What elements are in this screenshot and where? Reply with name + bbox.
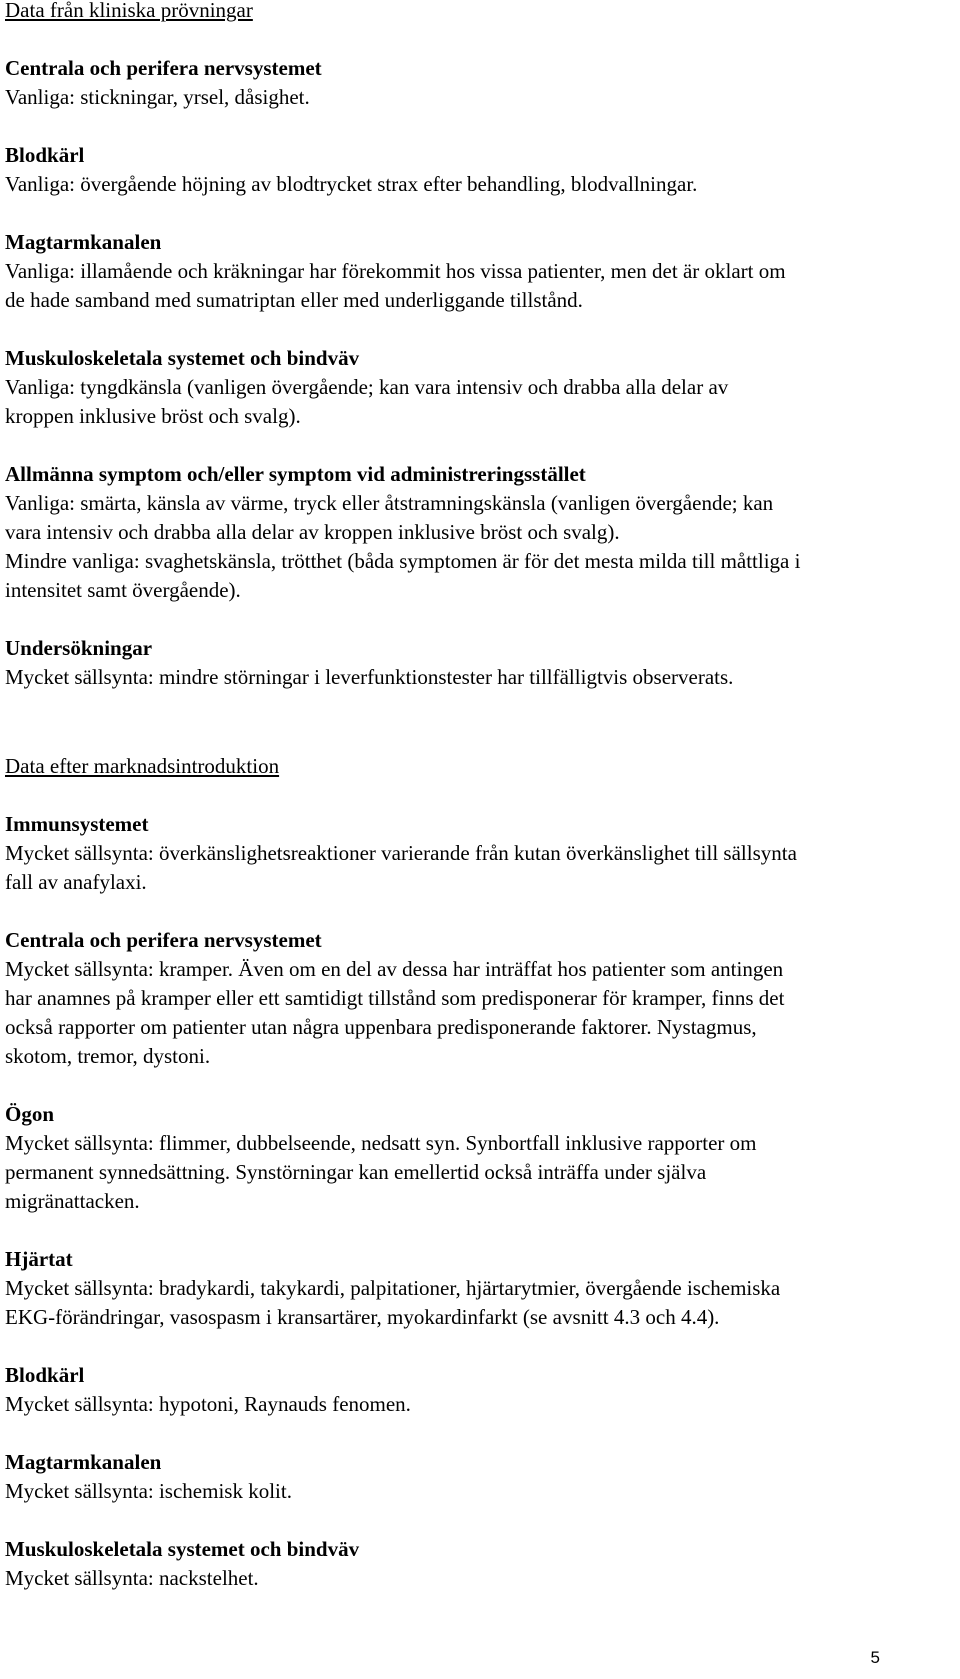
block-line: Vanliga: övergående höjning av blodtrycket strax efter behandling, blodvallningar. bbox=[5, 172, 698, 196]
block-heading: Undersökningar bbox=[5, 636, 153, 660]
block-heading: Ögon bbox=[5, 1102, 55, 1126]
section-title-clinical-trials: Data från kliniska prövningar bbox=[5, 0, 253, 22]
section-title-post-marketing: Data efter marknadsintroduktion bbox=[5, 754, 280, 778]
block-general-symptoms bbox=[5, 460, 945, 605]
block-line: Vanliga: stickningar, yrsel, dåsighet. bbox=[5, 85, 310, 109]
block-heading: Blodkärl bbox=[5, 143, 85, 167]
block-line: Mycket sällsynta: ischemisk kolit. bbox=[5, 1479, 292, 1503]
block-investigations bbox=[5, 634, 945, 692]
block-line: Mycket sällsynta: nackstelhet. bbox=[5, 1566, 259, 1590]
block-heading: Muskuloskeletala systemet och bindväv bbox=[5, 1537, 360, 1561]
block-heading: Centrala och perifera nervsystemet bbox=[5, 928, 322, 952]
block-heading: Magtarmkanalen bbox=[5, 230, 162, 254]
page-number: 5 bbox=[870, 1648, 880, 1667]
block-line: Mycket sällsynta: överkänslighetsreaktioner varierande från kutan överkänslighet till sällsynta bbox=[5, 841, 797, 865]
block-line: kroppen inklusive bröst och svalg). bbox=[5, 404, 301, 428]
block-heart bbox=[5, 1245, 945, 1332]
block-line: EKG-förändringar, vasospasm i kransartärer, myokardinfarkt (se avsnitt 4.3 och 4.4). bbox=[5, 1305, 720, 1329]
block-line: Mycket sällsynta: flimmer, dubbelseende, nedsatt syn. Synbortfall inklusive rapporter om bbox=[5, 1131, 757, 1155]
block-line: intensitet samt övergående). bbox=[5, 578, 241, 602]
block-eyes bbox=[5, 1100, 945, 1216]
block-line: Mycket sällsynta: hypotoni, Raynauds fenomen. bbox=[5, 1392, 411, 1416]
block-heading: Allmänna symptom och/eller symptom vid administreringsstället bbox=[5, 462, 586, 486]
block-line: också rapporter om patienter utan några uppenbara predisponerande faktorer. Nystagmus, bbox=[5, 1015, 757, 1039]
block-nervous-system-2 bbox=[5, 926, 945, 1071]
block-heading: Hjärtat bbox=[5, 1247, 73, 1271]
block-heading: Muskuloskeletala systemet och bindväv bbox=[5, 346, 360, 370]
block-heading: Blodkärl bbox=[5, 1363, 85, 1387]
block-line: migränattacken. bbox=[5, 1189, 140, 1213]
document-page bbox=[5, 0, 945, 1593]
block-line: Mindre vanliga: svaghetskänsla, trötthet (båda symptomen är för det mesta milda till måttliga i bbox=[5, 549, 801, 573]
block-line: Mycket sällsynta: mindre störningar i leverfunktionstester har tillfälligtvis observerats. bbox=[5, 665, 734, 689]
block-line: Vanliga: illamående och kräkningar har förekommit hos vissa patienter, men det är oklart om bbox=[5, 259, 786, 283]
block-line: skotom, tremor, dystoni. bbox=[5, 1044, 211, 1068]
block-blood-vessels bbox=[5, 141, 945, 199]
block-line: Vanliga: tyngdkänsla (vanligen övergående; kan vara intensiv och drabba alla delar av bbox=[5, 375, 729, 399]
block-musculoskeletal-2 bbox=[5, 1535, 945, 1593]
block-heading: Magtarmkanalen bbox=[5, 1450, 162, 1474]
block-line: de hade samband med sumatriptan eller med underliggande tillstånd. bbox=[5, 288, 583, 312]
block-nervous-system bbox=[5, 54, 945, 112]
block-line: permanent synnedsättning. Synstörningar kan emellertid också inträffa under själva bbox=[5, 1160, 707, 1184]
block-immune-system bbox=[5, 810, 945, 897]
block-blood-vessels-2 bbox=[5, 1361, 945, 1419]
block-line: Mycket sällsynta: kramper. Även om en del av dessa har inträffat hos patienter som antingen bbox=[5, 957, 784, 981]
block-musculoskeletal bbox=[5, 344, 945, 431]
block-heading: Centrala och perifera nervsystemet bbox=[5, 56, 322, 80]
block-heading: Immunsystemet bbox=[5, 812, 149, 836]
block-line: har anamnes på kramper eller ett samtidigt tillstånd som predisponerar för kramper, finns det bbox=[5, 986, 785, 1010]
block-line: Vanliga: smärta, känsla av värme, tryck eller åtstramningskänsla (vanligen övergående; kan bbox=[5, 491, 774, 515]
block-line: Mycket sällsynta: bradykardi, takykardi, palpitationer, hjärtarytmier, övergående ischemiska bbox=[5, 1276, 781, 1300]
block-gastrointestinal bbox=[5, 228, 945, 315]
block-line: vara intensiv och drabba alla delar av kroppen inklusive bröst och svalg). bbox=[5, 520, 620, 544]
block-line: fall av anafylaxi. bbox=[5, 870, 147, 894]
block-gastrointestinal-2 bbox=[5, 1448, 945, 1506]
